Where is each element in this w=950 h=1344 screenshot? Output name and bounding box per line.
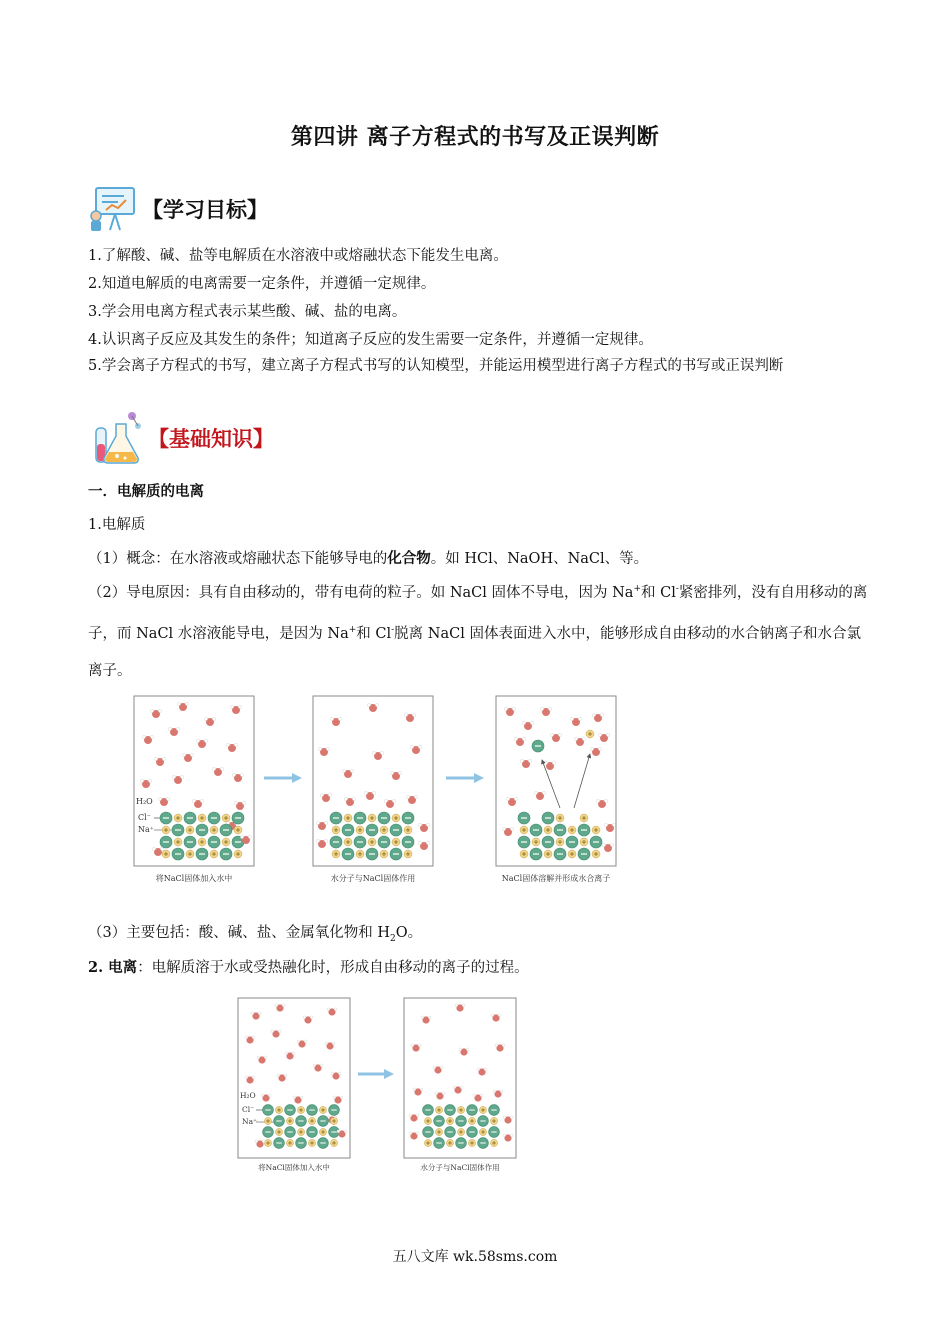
- learning-goals-title: 【学习目标】: [142, 197, 268, 222]
- subsection-electrolyte: 1.电解质: [88, 517, 146, 533]
- figure-caption: 将NaCl固体加入水中: [155, 874, 233, 883]
- figure-caption: 水分子与NaCl固体作用: [420, 1163, 500, 1172]
- chloride-label: Cl⁻: [138, 813, 151, 822]
- lab-flask-icon: [92, 410, 144, 466]
- footer-watermark: 五八文库 wk.58sms.com: [392, 1249, 558, 1265]
- nacl-dissolution-figure-two-panels: [232, 994, 522, 1176]
- goal-item: 4.认识离子反应及其发生的条件；知道离子反应的发生需要一定条件，并遵循一定规律。: [88, 332, 653, 348]
- figure-caption: 将NaCl固体加入水中: [258, 1163, 330, 1172]
- conduction-paragraph: （2）导电原因：具有自由移动的，带有电荷的粒子。如 NaCl 固体不导电，因为 Na+和 Cl-紧密排列，没有自用移动的离子，而 NaCl 水溶液能导电，是因为 Na+和 Cl-脱离 NaCl 固体表面进入水中，能够形成自由移动的水合钠离子和水合氯离子。: [88, 584, 868, 679]
- learning-goals-heading: [88, 186, 268, 232]
- water-label: H₂O: [136, 797, 153, 806]
- basic-knowledge-heading: [92, 410, 274, 466]
- chloride-label: Cl⁻: [242, 1105, 255, 1114]
- water-label: H₂O: [240, 1091, 256, 1100]
- figure-caption: NaCl固体溶解并形成水合离子: [501, 874, 611, 883]
- main-types-paragraph: （3）主要包括：酸、碱、盐、金属氧化物和 $H_2O$。: [88, 925, 423, 944]
- goal-item: 1.了解酸、碱、盐等电解质在水溶液中或熔融状态下能发生电离。: [88, 248, 508, 264]
- sodium-label: Na⁺: [242, 1117, 257, 1126]
- process-arrow: [264, 773, 302, 783]
- goal-item: 2.知道电解质的电离需要一定条件，并遵循一定规律。: [88, 276, 436, 292]
- sodium-label: Na⁺: [138, 825, 154, 834]
- process-arrow: [446, 773, 484, 783]
- nacl-dissolution-figure-three-panels: [128, 692, 620, 886]
- section-title-ionization: 一．电解质的电离: [88, 483, 204, 500]
- ionization-definition: 2. 电离：电解质溶于水或受热融化时，形成自由移动的离子的过程。: [88, 959, 529, 976]
- goal-item: 3.学会用电离方程式表示某些酸、碱、盐的电离。: [88, 304, 407, 320]
- goal-item: 5.学会离子方程式的书写，建立离子方程式书写的认知模型，并能运用模型进行离子方程式的书写或正误判断: [88, 358, 784, 374]
- page-title: 第四讲 离子方程式的书写及正误判断: [290, 124, 660, 150]
- basic-knowledge-title: 【基础知识】: [148, 426, 274, 451]
- concept-paragraph: （1）概念：在水溶液或熔融状态下能够导电的化合物。如 HCl、NaOH、NaCl、等。: [88, 550, 649, 567]
- process-arrow: [358, 1069, 394, 1079]
- figure-caption: 水分子与NaCl固体作用: [330, 874, 416, 883]
- presentation-board-icon: [88, 186, 138, 232]
